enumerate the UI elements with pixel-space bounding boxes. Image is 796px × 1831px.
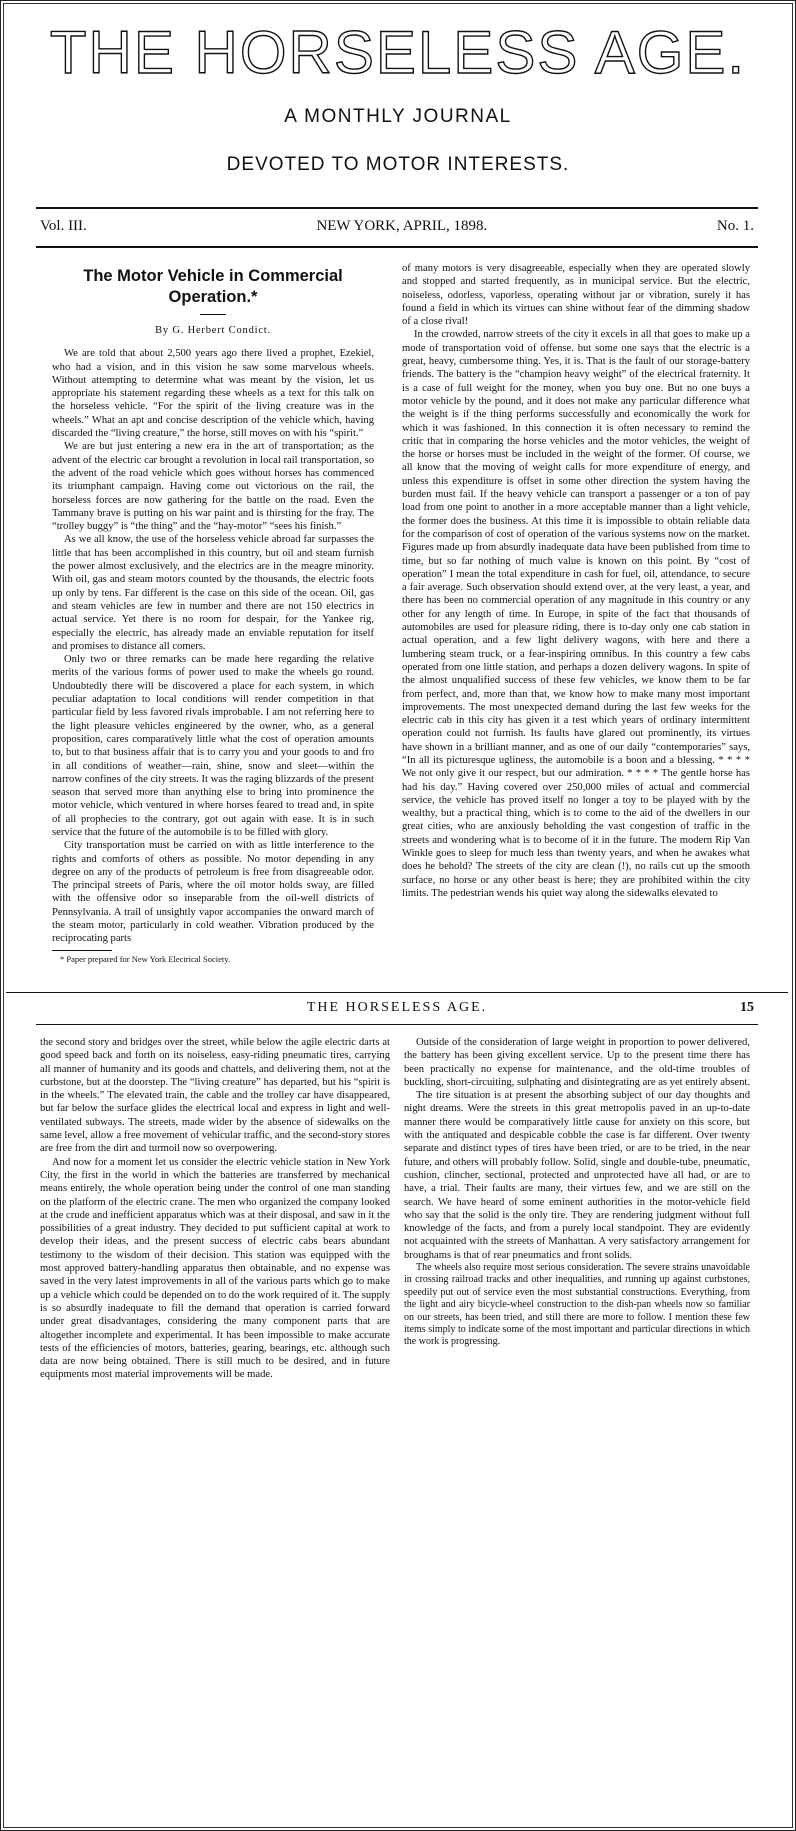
- paragraph: Only two or three remarks can be made here regarding the relative merits of the various forms of power used to make the wheels go round. Undoubtedly there will be discovered a place for each system, in which peculiar adaptation to local conditions will render competition in that particular field by less favored rivals improbable. I am not referring here to the light pleasure vehicles engineered by the owner, who, as a general proposition, cares comparatively little what the cost of operation amounts to, but to that business affair that is to carry you and your goods to and fro in all conditions of weather—rain, shine, snow and sleet—within the narrow confines of the city streets. It was the raging blizzards of the present season that served more than anything else to bring into prominence the motor vehicle, which ventured in where horses feared to tread and, in spite of all prophecies to the contrary, got out again with ease. It is in such service that the future of the automobile is to be filled with glory.: [52, 654, 374, 838]
- page2-right-column: [404, 1036, 750, 1349]
- running-head: THE HORSELESS AGE.: [306, 1000, 488, 1015]
- paragraph: We are but just entering a new era in the art of transportation; as the advent of the electric car brought a revolution in local rail transportation, so the advent of the road vehicle which goes without horses has commenced its triumphant campaign. Having come out victorious on the rail, the horseless forces are now gathering for the battle on the road. Even the Tammany brave is putting on his war paint and is thirsting for the fray. The “trolley buggy” is “the thing” and the “hay-motor” “sees his finish.”: [52, 441, 374, 533]
- issue-number: No. 1.: [716, 218, 754, 234]
- footnote: * Paper prepared for New York Electrical Society.: [60, 953, 231, 964]
- paragraph: And now for a moment let us consider the electric vehicle station in New York City, the first in the world in which the batteries are transferred by mechanical means entirely, the whole operation being under the control of one man standing on the platform of the electric crane. The men who organized the company looked at the crude and inefficient apparatus which was at their disposal, and saw in it the possibilities of a great industry. They decided to put sufficient capital at work to develop their ideas, and the present success of electric cabs bears abundant testimony to the wisdom of their decision. This station was equipped with the most approved battery-handling apparatus then obtainable, and no expense was saved in the very latest improvements in all of the various parts which go to make up a vehicle which could be depended on to do the work required of it. The supply is so absurdly inadequate to fill the demand that operation is carried forward under great disadvantages, considering the many component parts that are altogether incomplete and experimental. It has been impossible to make accurate tests of the efficiencies of motors, batteries, gearing, bearings, etc. although such data are now being obtained. There is still much to be desired, and in future equipments most material improvements will be made.: [40, 1156, 390, 1381]
- page-number: 15: [740, 1000, 754, 1015]
- header-rule: [36, 1024, 758, 1025]
- page1-right-column: [402, 262, 750, 900]
- paragraph: The tire situation is at present the absorbing subject of our day thoughts and night dreams. Were the streets in this great metropolis paved in an up-to-date manner there would be comparatively little cause for anxiety on this score, but with the antiquated and despicable cobble the case is far different. Over twenty separate and distinct types of tires have been tried, or are to be tried, in the near future, and others will probably follow. Solid, single and double-tube, pneumatic, cushion, clincher, sectional, protected and unprotected have all had, or are to have, a trial. Their faults are many, their virtues few, and we are still on the search. We have heard of some eminent authorities in the motor-vehicle field who say that the solid is the only tire. They are rendering judgment without full knowledge of the facts, and from a purely local standpoint. They are evidently not acquainted with the streets of Manhattan. A very satisfactory arrangement for broughams is that of rear pneumatics and front solids.: [404, 1090, 750, 1261]
- paragraph: The wheels also require most serious consideration. The severe strains unavoidable in crossing railroad tracks and other inequalities, and running up against curbstones, speedily put out of service even the most substantial constructions. Everything, from the light and airy bicycle-wheel construction to the dish-pan wheels now so familiar on our streets, has been tried, and still there are more to follow. I mention these few items simply to indicate some of the most important and particular directions in which the work is progressing.: [404, 1262, 750, 1348]
- paragraph: We are told that about 2,500 years ago there lived a prophet, Ezekiel, who had a vision, and in this vision he saw some marvelous wheels. Without attempting to determine what was meant by the vision, let us appropriate his statement regarding these wheels as a text for this talk on the horseless vehicle. “For the spirit of the living creature was in the wheels.” What an apt and concise description of the vehicle which, having discarded the “living creature,” the horse, still moves on with his “spirit.”: [52, 348, 374, 440]
- masthead-tagline: DEVOTED TO MOTOR INTERESTS.: [226, 154, 570, 175]
- dateline: [40, 218, 754, 235]
- title-rule: [200, 314, 226, 315]
- paragraph: In the crowded, narrow streets of the city it excels in all that goes to make up a mode of transportation void of offense. but some one says that the electric is a great, heavy, cumbersome thing. Yes, it is. That is the fault of our storage-battery friends. The battery is the “champion heavy weight” of the electrical fraternity. It is a case of full weight for the money, when you buy one. But no one buys a motor vehicle by the pound, and it does not make any particular difference what the weight is if the thing performs successfully and economically the work for which it was fashioned. In this connection it is often necessary to remind the critic that in comparing the horse vehicles and the motor vehicles, the weight of the horse or horses must be included in the weight of the former. Of course, we all know that the moving of weight calls for more expenditure of energy, and unless this expenditure is offset in some other direction the system having the burden must fail. If the heavy vehicle can transport a passenger or a ton of pay load from one point to another in a more acceptable manner than a light vehicle, the former does the business. At this time it is impossible to obtain reliable data for the comparison of cost of operation of the various systems now on the market. Figures made up from absurdly inadequate data have been published from time to time, but so far nothing of much value is known on this point. By “cost of operation” I mean the total expenditure in cash for fuel, oil, attendance, to secure a fair average. Such observation should extend over, at the very least, a year, and there has been no commercial operation of any magnitude in this country or any other for any length of time. In Europe, in spite of the fact that thousands of automobiles are used for pleasure riding, there is to-day only one cab station in actual operation, and a few light delivery wagons, with here and there a lumbering steam truck, or a fear-inspiring omnibus. In this country a few cabs operated from one little station, and perhaps a dozen delivery wagons. In spite of the almost unqualified success of these few vehicles, we know them to be far from perfect, and, more than that, we know how to make many most important improvements. The most unexpected demand during the last few weeks for the electric cab in this city has given it a test which years of ordinary intermittent operation could not furnish. Its faults have glared out prominently, its virtues have shown in a brilliant manner, and as one of our daily “contemporaries” says, “In all its picturesque ugliness, the automobile is a boon and a blessing. * * * * We not only give it our respect, but our admiration. * * * * The gentle horse has had his day.” Having covered over 250,000 miles of actual and commercial service, the vehicle has proved itself no longer a toy to be played with by the wealthy, but a practical thing, which is to come to the aid of the dwellers in our great cities, who are anxiously beholding the vast congestion of traffic in the streets and wondering what is to become of it in the future. The modern Rip Van Winkle goes to sleep for much less than twenty years, and when he awakes what does he behold? The streets of the city are clean (!), no rails cut up the smooth surface, no horse or any other beast is here; they are prohibited within the city limits. The pedestrian wends his quiet way along the sidewalks elevated to: [402, 329, 750, 899]
- place-date: NEW YORK, APRIL, 1898.: [316, 218, 488, 234]
- paragraph: Outside of the consideration of large weight in proportion to power delivered, the battery has been giving excellent service. Up to the present time there has been practically no expense for maintenance, and the old-time troubles of buckling, short-circuiting, sulphating and disintegrating are as yet entirely absent.: [404, 1037, 750, 1088]
- masthead-title: THE HORSELESS AGE.: [49, 19, 747, 86]
- paragraph: of many motors is very disagreeable, especially when they are operated slowly and stopped and started frequently, as in municipal service. But the electric, noiseless, odorless, vaporless, operating without jar or vibration, surely it has found a field in which its virtues can shine without fear of the dimming shadow of a close rival!: [402, 263, 750, 328]
- paragraph: the second story and bridges over the street, while below the agile electric darts at good speed back and forth on its noiseless, easy-riding pneumatic tires, carrying all manner of humanity and its goods and chattels, and delivering them, not at the curbstone, but at the doorstep. The “living creature” has departed, but his “spirit is in the wheels.” The elevated train, the cable and the trolley car have disappeared, but far below the surface glides the electrical local and express in light and well-ventilated subways. The streets, made wider by the absence of sidewalks on the same level, allow a free movement of vehicular traffic, and the second-story stores are free from the dirt and turmoil now so overpowering.: [40, 1037, 390, 1155]
- page1-left-column: [52, 262, 374, 964]
- page-divider: [6, 992, 788, 993]
- footnote-rule: [52, 950, 112, 951]
- paragraph: As we all know, the use of the horseless vehicle abroad far surpasses the little that has been accomplished in this country, but oil and steam furnish the power almost exclusively, and the electrics are in the meagre minority. With oil, gas and steam motors counted by the thousands, the electric foots up only by tens. Far different is the case on this side of the ocean. Oil, gas and steam vehicles are few in number and there are not 150 electrics in actual service. Yet there is no room for despair, for the Yankee rig, especially the electric, has already made an enviable reputation for itself and promises to distance all comers.: [52, 534, 374, 652]
- masthead-subtitle: A MONTHLY JOURNAL: [284, 106, 512, 127]
- page2-left-column: [40, 1036, 390, 1382]
- volume-label: Vol. III.: [40, 218, 87, 234]
- dateline-top-rule: [36, 207, 758, 209]
- dateline-bottom-rule: [36, 246, 758, 248]
- article-title: The Motor Vehicle in Commercial Operation.*: [83, 267, 343, 306]
- paragraph: City transportation must be carried on with as little interference to the rights and comforts of others as possible. No motor depending in any degree on any of the products of petroleum is free from disagreeable odor. The principal streets of Paris, where the oil motor holds sway, are filled with the offensive odor so inseparable from the oil-well districts of Pennsylvania. A trail of unsightly vapor accompanies the onward march of the steam motor, particularly in cold weather. Vibration produced by the reciprocating parts: [52, 840, 374, 945]
- article-byline: By G. Herbert Condict.: [155, 325, 271, 336]
